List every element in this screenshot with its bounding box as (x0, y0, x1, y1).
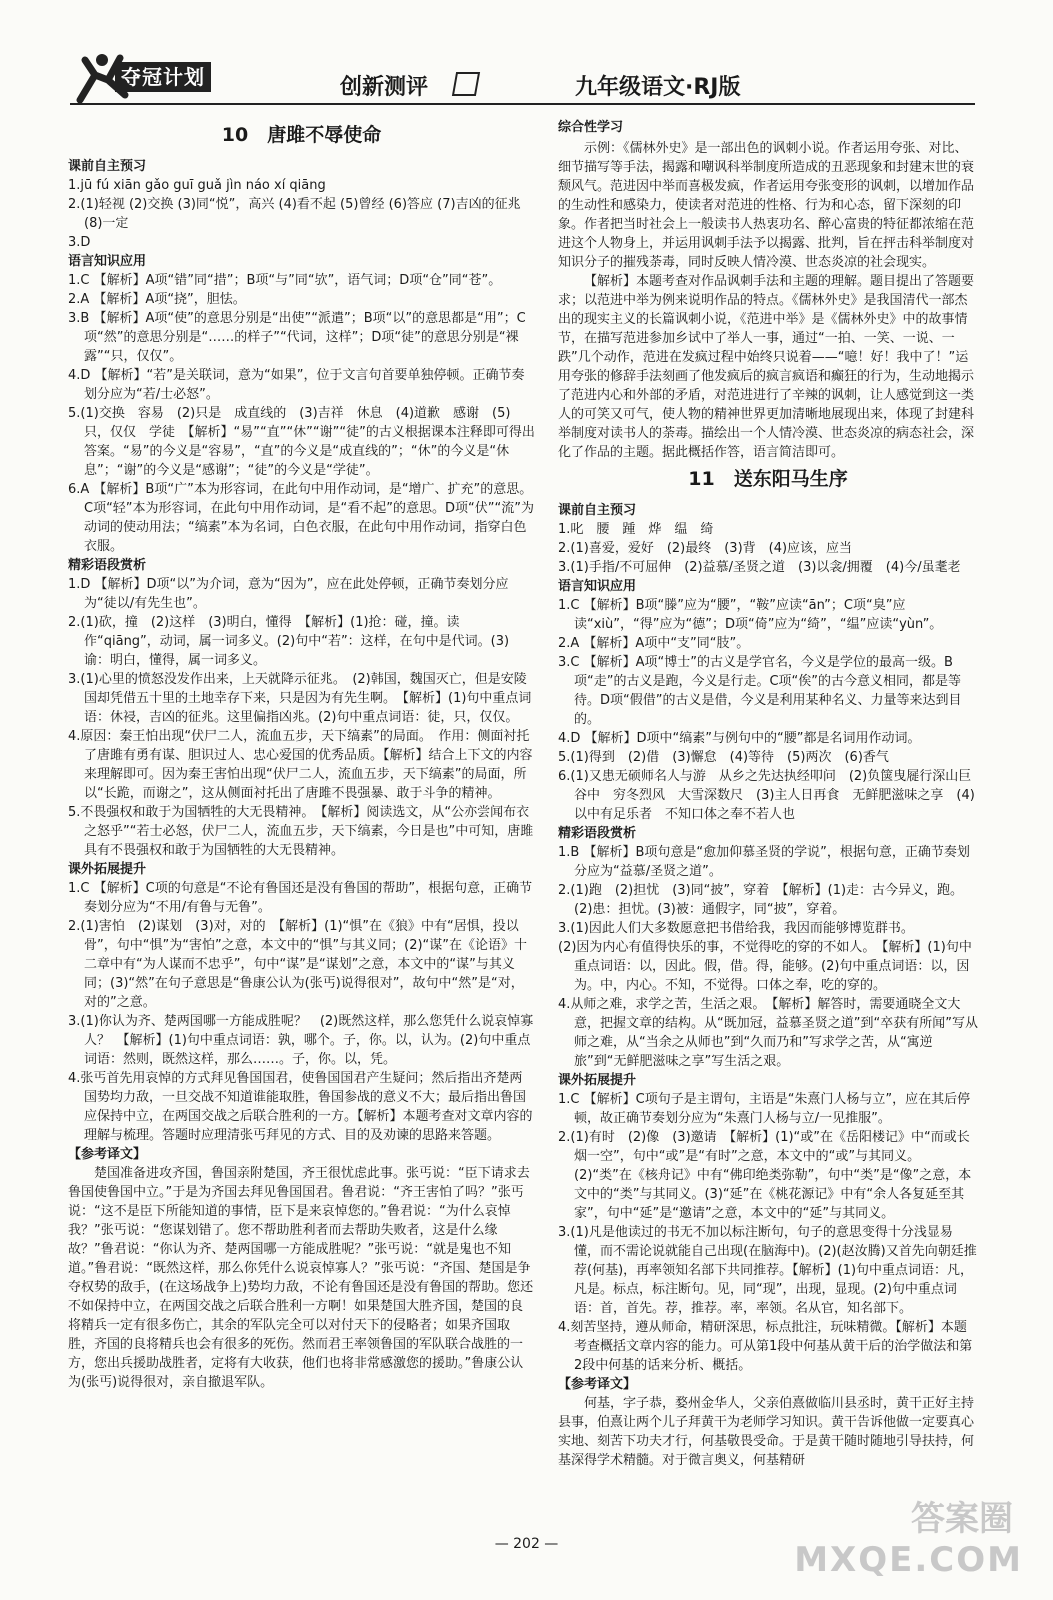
left-column (68, 118, 535, 1392)
answer-item: 2.(1)砍，撞 (2)这样 (3)明白，懂得 【解析】(1)抢：碰，撞。读作“qiāng”，动词，属一词多义。(2)句中“若”：这样，在句中是代词。(3)谕：明白，懂得，属一词多义。 (68, 615, 510, 668)
answer-item: 3.(1)心里的愤怒没发作出来，上天就降示征兆。 (2)韩国，魏国灭亡，但是安陵国却凭借五十里的土地幸存下来，只是因为有先生啊。 【解析】(1)句中重点词语：休祲，吉凶的征兆。这里偏指凶兆。(2)句中重点词语：徒，只，仅仅。 (68, 672, 532, 725)
answer-item: 1.C 【解析】B项“滕”应为“腰”，“鞍”应读“ān”；C项“臭”应读“xiù”，“得”应为“德”；D项“倚”应为“绮”，“缊”应读“yùn”。 (558, 598, 943, 632)
right-column (558, 118, 978, 1470)
page-number: — 202 — (494, 1536, 559, 1552)
answer-item: 3.(1)你认为齐、楚两国哪一方能成胜呢？ (2)既然这样，那么您凭什么说哀悼寡人？ 【解析】(1)句中重点词语：孰，哪个。子，你。以，认为。(2)句中重点词语：然则，既然这样，那么……。子，你。以，凭。 (68, 1014, 534, 1067)
answer-item: 1.C 【解析】A项“错”同“措”；B项“与”同“欤”，语气词；D项“仓”同“苍”。 (68, 273, 502, 288)
header-divider (70, 103, 975, 105)
series-name: 创新测评 (340, 75, 429, 100)
section-heading: 语言知识应用 (68, 254, 147, 269)
answer-item: (2)因为内心有值得快乐的事，不觉得吃的穿的不如人。 【解析】(1)句中重点词语：以，因此。假，借。得，能够。(2)句中重点词语：以，因为。中，内心。不知，不觉得。口体之奉，吃的穿的。 (558, 940, 972, 993)
section-heading: 课外拓展提升 (68, 862, 147, 877)
answer-item: 2.(1)有时 (2)像 (3)邀请 【解析】(1)“或”在《岳阳楼记》中“而或长烟一空”，句中“或”是“有时”之意，本文中的“或”与其同义。(2)“类”在《核舟记》中有“佛印绝类弥勒”，句中“类”是“像”之意，本文中的“类”与其同义。(3)“延”在《桃花源记》中有“余人各复延至其家”，句中“延”是“邀请”之意，本文中的“延”与其同义。 (558, 1130, 972, 1221)
answer-item: 2.(1)跑 (2)担忧 (3)同“披”，穿着 【解析】(1)走：古今异义，跑。(2)患：担忧。(3)被：通假字，同“披”，穿着。 (558, 883, 964, 917)
subject-title: 九年级语文·RJ版 (575, 75, 741, 100)
answer-item: 3.(1)因此人们大多数愿意把书借给我，我因而能够博览群书。 (558, 921, 914, 936)
section-heading: 精彩语段赏析 (558, 826, 637, 841)
answer-item: 2.A 【解析】A项“挠”，胆怯。 (68, 292, 246, 307)
page-header (70, 50, 990, 110)
section-heading: 课前自主预习 (68, 159, 147, 174)
answer-item: 1.jū fú xiān gǎo guī guǎ jìn náo xí qiāng (68, 178, 326, 193)
answer-item: 1.D 【解析】D项“以”为介词，意为“因为”，应在此处停顿，正确节奏划分应为“徒以/有先生也”。 (68, 577, 509, 611)
answer-item: 4.D 【解析】D项中“缟素”与例句中的“腰”都是名词用作动词。 (558, 731, 921, 746)
watermark-logo: 答案圈 (911, 1499, 1013, 1539)
pencil-icon (452, 72, 480, 96)
answer-item: 5.(1)得到 (2)借 (3)懈怠 (4)等待 (5)两次 (6)香气 (558, 750, 889, 765)
answer-item: 4.张丐首先用哀悼的方式拜见鲁国国君，使鲁国国君产生疑问；然后指出齐楚两国势均力敌，一旦交战不知道谁能取胜，鲁国参战的意义不大；最后指出鲁国应保持中立，在两国交战之后联合胜利的一方。【解析】本题考查对文章内容的理解与梳理。答题时应理清张丐拜见的方式、目的及劝谏的思路来答题。 (68, 1071, 533, 1143)
answer-item: 6.(1)又患无硕师名人与游 从乡之先达执经叩问 (2)负箧曳屣行深山巨谷中 穷冬烈风 大雪深数尺 (3)主人日再食 无鲜肥滋味之享 (4)以中有足乐者 不知口体之奉不若人也 (558, 769, 975, 822)
section-heading: 语言知识应用 (558, 579, 637, 594)
section-heading: 课外拓展提升 (558, 1073, 637, 1088)
answer-item: 2.(1)喜爱，爱好 (2)最终 (3)背 (4)应该，应当 (558, 541, 853, 556)
answer-item: 1.B 【解析】B项句意是“愈加仰慕圣贤的学说”，根据句意，正确节奏划分应为“益慕/圣贤之道”。 (558, 845, 970, 879)
section-heading: 课前自主预习 (558, 503, 637, 518)
answer-item: 1.C 【解析】C项的句意是“不论有鲁国还是没有鲁国的帮助”，根据句意，正确节奏划分应为“不用/有鲁与无鲁”。 (68, 881, 533, 915)
answer-item: 4.从师之难，求学之苦，生活之艰。 【解析】解答时，需要通晓全文大意，把握文章的结构。从“既加冠，益慕圣贤之道”到“卒获有所闻”写从师之难，从“当余之从师也”到“久而乃和”写求学之苦，从“寓逆旅”到“无鲜肥滋味之享”写生活之艰。 (558, 997, 978, 1069)
answer-item: 5.不畏强权和敢于为国牺牲的大无畏精神。 【解析】阅读选文，从“公亦尝闻布衣之怒乎”“若士必怒，伏尸二人，流血五步，天下缟素，今日是也”中可知，唐雎具有不畏强权和敢于为国牺牲的大无畏精神。 (68, 805, 534, 858)
answer-item: 2.(1)害怕 (2)谋划 (3)对，对的 【解析】(1)“惧”在《狼》中有“居惧，投以骨”，句中“惧”为“害怕”之意，本文中的“惧”与其义同；(2)“谋”在《论语》十二章中有“为人谋而不忠乎”，句中“谋”是“谋划”之意，本文中的“谋”与其义同；(3)“然”在句子意思是“鲁康公认为(张丐)说得很对”，故句中“然”是“对，对的”之意。 (68, 919, 528, 1010)
answer-item: 4.D 【解析】“若”是关联词，意为“如果”，位于文言句首要单独停顿。正确节奏划分应为“若/士必怒”。 (68, 368, 525, 402)
answer-item: 1.叱 腰 踵 烨 缊 绮 (558, 522, 714, 537)
translation-paragraph: 何基，字子恭，婺州金华人，父亲伯熹做临川县丞时，黄干正好主持县事，伯熹让两个儿子拜黄干为老师学习知识。黄干告诉他做一定要真心实地、刻苦下功夫才行，何基敬畏受命。于是黄干随时随地引导扶持，何基深得学术精髓。对于微言奥义，何基精研 (558, 1396, 975, 1468)
answer-item: 4.原因：秦王怕出现“伏尸二人，流血五步，天下缟素”的局面。 作用：侧面衬托了唐雎有勇有谋、胆识过人、忠心爱国的优秀品质。【解析】结合上下文的内容来理解即可。因为秦王害怕出现“伏尸二人，流血五步，天下缟素”的局面，所以“长跪，而谢之”，这从侧面衬托出了唐雎不畏强暴、敢于斗争的精神。 (68, 729, 533, 801)
answer-item: 4.刻苦坚持，遵从师命，精研深思，标点批注，玩味精微。【解析】本题考查概括文章内容的能力。可从第1段中何基从黄干后的治学做法和第2段中何基的话来分析、概括。 (558, 1320, 973, 1373)
watermark-url: MXQE.COM (794, 1540, 1023, 1580)
answer-item: 3.C 【解析】A项“博士”的古义是学官名，今义是学位的最高一级。B项“走”的古义是跑，今义是行走。C项“俟”的古今意义相同，都是等待。D项“假借”的古义是借，今义是利用某种名义、力量等来达到目的。 (558, 655, 962, 727)
answer-paragraph: 【解析】本题考查对作品讽刺手法和主题的理解。题目提出了答题要求；以范进中举为例来说明作品的特点。《儒林外史》是我国清代一部杰出的现实主义的长篇讽刺小说，《范进中举》是《儒林外史》中的故事情节，在描写范进参加乡试中了举人一事，通过“一拍、一笑、一说、一跌”几个动作，范进在发疯过程中始终只说着——“噫！好！我中了！”运用夸张的修辞手法刻画了他发疯后的疯言疯语和癫狂的行为，生动地揭示了范进内心和外部的矛盾，对范进进行了辛辣的讽刺，让人感觉到这一类人的可笑又可气，使人物的精神世界更加清晰地展现出来，体现了封建科举制度对读书人的荼毒。描绘出一个人情冷漠、世态炎凉的病态社会，深化了作品的主题。据此概括作答，语言简洁即可。 (558, 274, 975, 460)
lesson-title: 11 送东阳马生序 (688, 468, 848, 490)
section-heading: 【参考译文】 (68, 1147, 147, 1162)
answer-item: 2.A 【解析】A项中“支”同“肢”。 (558, 636, 750, 651)
translation-paragraph: 楚国准备进攻齐国，鲁国亲附楚国，齐王很忧虑此事。张丐说：“臣下请求去鲁国使鲁国中立。”于是为齐国去拜见鲁国国君。鲁君说：“齐王害怕了吗？”张丐说：“这不是臣下所能知道的事情，臣下是来哀悼您的。”鲁君说：“为什么哀悼我？”张丐说：“您谋划错了。您不帮助胜利者而去帮助失败者，这是什么缘故？”鲁君说：“你认为齐、楚两国哪一方能成胜呢？”张丐说：“就是鬼也不知道。”鲁君说：“既然这样，那么你凭什么说哀悼寡人？”张丐说：“齐国、楚国是争夺权势的敌手，(在这场战争上)势均力敌，不论有鲁国还是没有鲁国的帮助。您还不如保持中立，在两国交战之后联合胜利一方啊！如果楚国大胜齐国，楚国的良将精兵一定有很多伤亡，其余的军队完全可以对付天下的侵略者；如果齐国取胜，齐国的良将精兵也会有很多的死伤。然而君王率领鲁国的军队联合战胜的一方，您出兵援助战胜者，定将有大收获，他们也将非常感激您的援助。”鲁康公认为(张丐)说得很对，亲自撤退军队。 (68, 1166, 534, 1390)
section-heading: 精彩语段赏析 (68, 558, 147, 573)
section-heading: 【参考译文】 (558, 1377, 637, 1392)
answer-item: 3.(1)凡是他读过的书无不加以标注断句，句子的意思变得十分浅显易懂，而不需论说就能自己出现(在脑海中)。(2)(赵汝腾)又首先向朝廷推荐(何基)，再率领知名部下共同推荐。【解析】(1)句中重点词语：凡，凡是。标点，标注断句。见，同“现”，出现，显现。(2)句中重点词语：首，首先。荐，推荐。率，率领。名从官，知名部下。 (558, 1225, 977, 1316)
answer-item: 1.C 【解析】C项句子是主谓句，主语是“朱熹门人杨与立”，应在其后停顿，故正确节奏划分应为“朱熹门人杨与立/一见推服”。 (558, 1092, 971, 1126)
lesson-title: 10 唐雎不辱使命 (221, 124, 382, 146)
answer-item: 2.(1)轻视 (2)交换 (3)同“悦”，高兴 (4)看不起 (5)曾经 (6)答应 (7)吉凶的征兆 (8)一定 (68, 197, 521, 231)
answer-item: 3.(1)手指/不可屈伸 (2)益慕/圣贤之道 (3)以衾/拥覆 (4)今/虽耄老 (558, 560, 961, 575)
answer-paragraph: 示例：《儒林外史》是一部出色的讽刺小说。作者运用夸张、对比、细节描写等手法，揭露和嘲讽科举制度所造成的丑恶现象和封建末世的衰颓风气。范进因中举而喜极发疯，作者运用夸张变形的讽刺，以增加作品的生动性和感染力，使读者对范进的性格、行为和心态，留下深刻的印象。作者把当时社会上一般读书人热衷功名、醉心富贵的特征都浓缩在范进这个人物身上，并运用讽刺手法予以揭露、批判，旨在抨击科举制度对知识分子的摧残荼毒，同时反映人情冷漠、世态炎凉的社会现实。 (558, 141, 975, 270)
answer-item: 3.D (68, 235, 91, 250)
brand-logo (70, 50, 320, 108)
section-heading: 综合性学习 (558, 120, 624, 135)
answer-item: 6.A 【解析】B项“广”本为形容词，在此句中用作动词，是“增广、扩充”的意思。C项“轻”本为形容词，在此句中用作动词，是“看不起”的意思。D项“伏”“流”为动词的使动用法；“缟素”本为名词，白色衣服，在此句中用作动词，指穿白色衣服。 (68, 482, 534, 554)
answer-item: 5.(1)交换 容易 (2)只是 成直线的 (3)吉祥 休息 (4)道歉 感谢 (5)只，仅仅 学徒 【解析】“易”“直”“休”“谢”“徒”的古义根据课本注释即可得出答案。“易”的今义是“容易”，“直”的今义是“成直线的”；“休”的今义是“休息”；“谢”的今义是“感谢”；“徒”的今义是“学徒”。 (68, 406, 535, 478)
answer-item: 3.B 【解析】A项“使”的意思分别是“出使”“派遣”；B项“以”的意思都是“用”；C项“然”的意思分别是“……的样子”“代词，这样”；D项“徒”的意思分别是“裸露”“只，仅仅”。 (68, 311, 526, 364)
brand-name: 夺冠计划 (115, 62, 211, 92)
